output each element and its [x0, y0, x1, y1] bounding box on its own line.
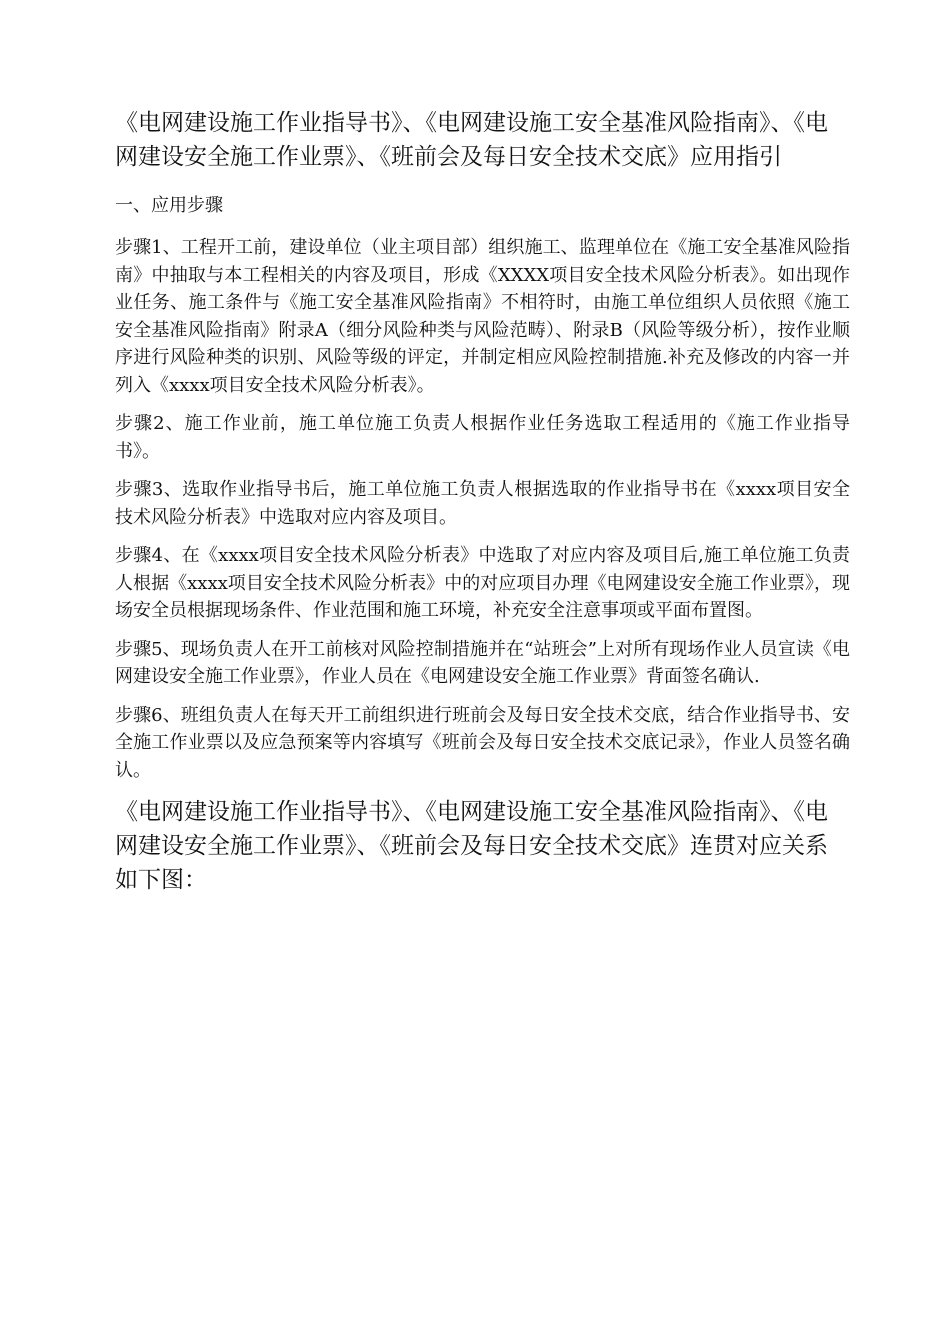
step-paragraph-4: 步骤4、在《xxxx项目安全技术风险分析表》中选取了对应内容及项目后,施工单位施工负责人根据《xxxx项目安全技术风险分析表》中的对应项目办理《电网建设安全施工作业票》，现场安全员根据现场条件、作业范围和施工环境，补充安全注意事项或平面布置图。	[115, 545, 850, 621]
step-paragraph-1: 步骤1、工程开工前，建设单位（业主项目部）组织施工、监理单位在《施工安全基准风险指南》中抽取与本工程相关的内容及项目，形成《XXXX项目安全技术风险分析表》。如出现作业任务、施工条件与《施工安全基准风险指南》不相符时，由施工单位组织人员依照《施工安全基准风险指南》附录A（细分风险种类与风险范畴）、附录B（风险等级分析），按作业顺序进行风险种类的识别、风险等级的评定，并制定相应风险控制措施.补充及修改的内容一并列入《xxxx项目安全技术风险分析表》。	[115, 237, 850, 396]
document-body	[115, 106, 850, 897]
step-paragraph-6: 步骤6、班组负责人在每天开工前组织进行班前会及每日安全技术交底，结合作业指导书、安全施工作业票以及应急预案等内容填写《班前会及每日安全技术交底记录》，作业人员签名确认。	[115, 704, 850, 781]
step-paragraph-3: 步骤3、选取作业指导书后，施工单位施工负责人根据选取的作业指导书在《xxxx项目安全技术风险分析表》中选取对应内容及项目。	[115, 479, 850, 528]
step-paragraph-5: 步骤5、现场负责人在开工前核对风险控制措施并在“站班会”上对所有现场作业人员宣读《电网建设安全施工作业票》，作业人员在《电网建设安全施工作业票》背面签名确认.	[115, 638, 850, 687]
document-title: 《电网建设施工作业指导书》、《电网建设施工安全基准风险指南》、《电网建设安全施工作业票》、《班前会及每日安全技术交底》应用指引	[115, 110, 828, 170]
step-paragraph-2: 步骤2、施工作业前，施工单位施工负责人根据作业任务选取工程适用的《施工作业指导书》。	[115, 413, 850, 462]
closing-heading: 《电网建设施工作业指导书》、《电网建设施工安全基准风险指南》、《电网建设安全施工作业票》、《班前会及每日安全技术交底》连贯对应关系如下图：	[115, 799, 828, 893]
section-heading: 一、应用步骤	[115, 195, 223, 216]
